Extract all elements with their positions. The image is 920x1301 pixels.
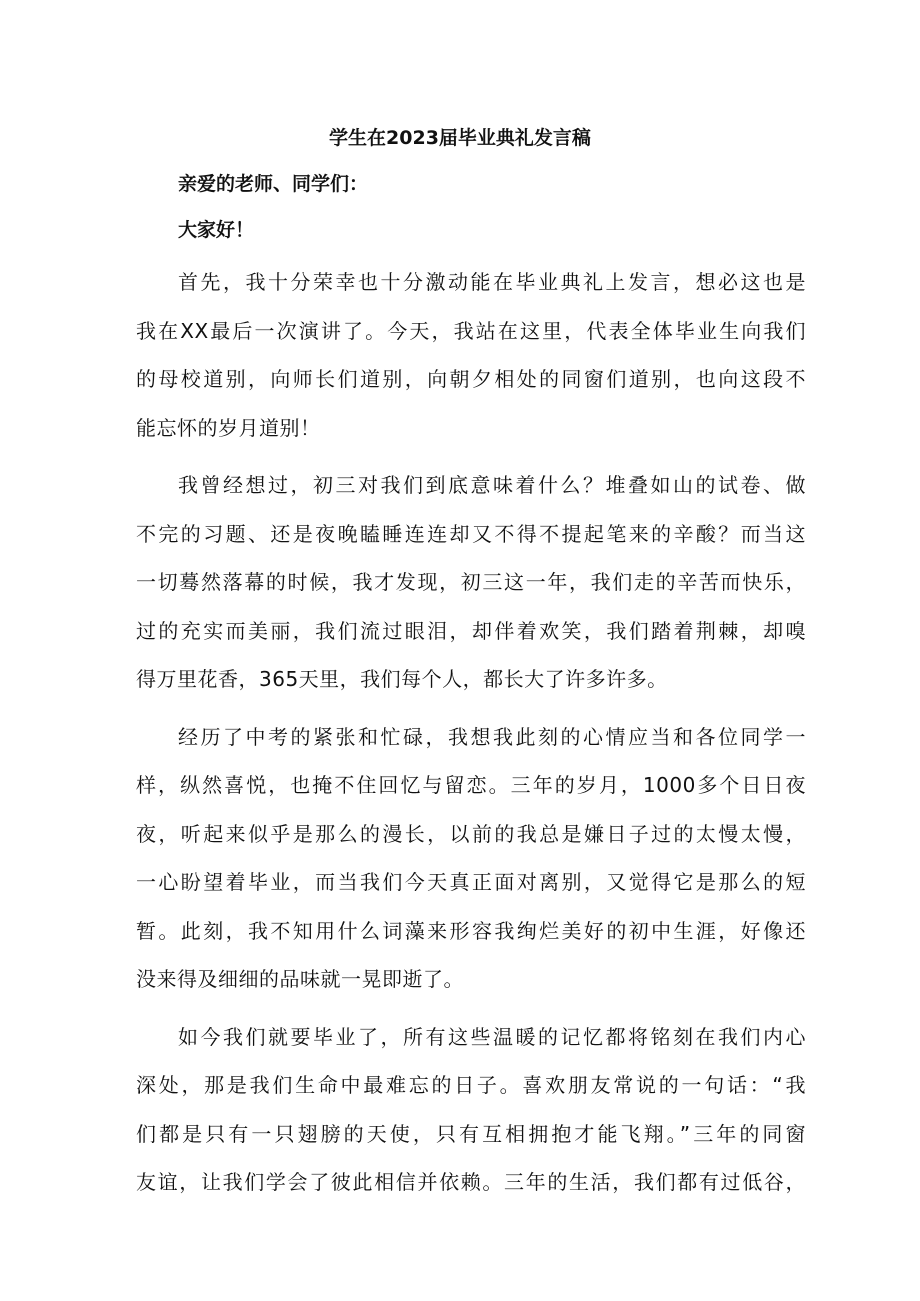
document-title: 学生在2023届毕业典礼发言稿	[329, 127, 591, 149]
text-line: 样，纵然喜悦，也掩不住回忆与留恋。三年的岁月，1000多个日日夜	[136, 773, 806, 797]
text-line: 的母校道别，向师长们道别，向朝夕相处的同窗们道别，也向这段不	[136, 367, 806, 391]
greeting: 大家好！	[178, 219, 255, 241]
text-line: 暂。此刻，我不知用什么词藻来形容我绚烂美好的初中生涯，好像还	[136, 918, 806, 943]
text-line: 我曾经想过，初三对我们到底意味着什么？堆叠如山的试卷、做	[178, 473, 806, 497]
paragraph-junior-year	[136, 461, 806, 704]
paragraph-opening	[136, 258, 806, 452]
text-line: 过的充实而美丽，我们流过眼泪，却伴着欢笑，我们踏着荆棘，却嗅	[136, 618, 806, 643]
text-line: 如今我们就要毕业了，所有这些温暖的记忆都将铭刻在我们内心	[178, 1024, 806, 1049]
text-line: 一心盼望着毕业，而当我们今天真正面对离别，又觉得它是那么的短	[136, 870, 806, 894]
text-line: 没来得及细细的品味就一晃即逝了。	[136, 967, 464, 991]
text-line: 不完的习题、还是夜晚瞌睡连连却又不得不提起笔来的辛酸？而当这	[136, 521, 806, 546]
text-line: 深处，那是我们生命中最难忘的日子。喜欢朋友常说的一句话：“我	[136, 1073, 806, 1097]
text-line: 夜，听起来似乎是那么的漫长，以前的我总是嫌日子过的太慢太慢，	[136, 821, 806, 846]
text-line: 们都是只有一只翅膀的天使，只有互相拥抱才能飞翔。”三年的同窗	[136, 1121, 806, 1146]
paragraph-three-years	[136, 713, 806, 1004]
text-line: 首先，我十分荣幸也十分激动能在毕业典礼上发言，想必这也是	[178, 270, 806, 294]
document-body	[136, 258, 806, 1216]
text-line: 我在XX最后一次演讲了。今天，我站在这里，代表全体毕业生向我们	[136, 318, 806, 343]
text-line: 友谊，让我们学会了彼此相信并依赖。三年的生活，我们都有过低谷，	[136, 1170, 806, 1194]
text-line: 一切蓦然落幕的时候，我才发现，初三这一年，我们走的辛苦而快乐，	[136, 570, 806, 594]
salutation: 亲爱的老师、同学们：	[178, 173, 369, 195]
text-line: 经历了中考的紧张和忙碌，我想我此刻的心情应当和各位同学一	[178, 724, 806, 749]
paragraph-memories	[136, 1013, 806, 1207]
text-line: 能忘怀的岁月道别！	[136, 415, 321, 440]
text-line: 得万里花香，365天里，我们每个人，都长大了许多许多。	[136, 667, 668, 691]
